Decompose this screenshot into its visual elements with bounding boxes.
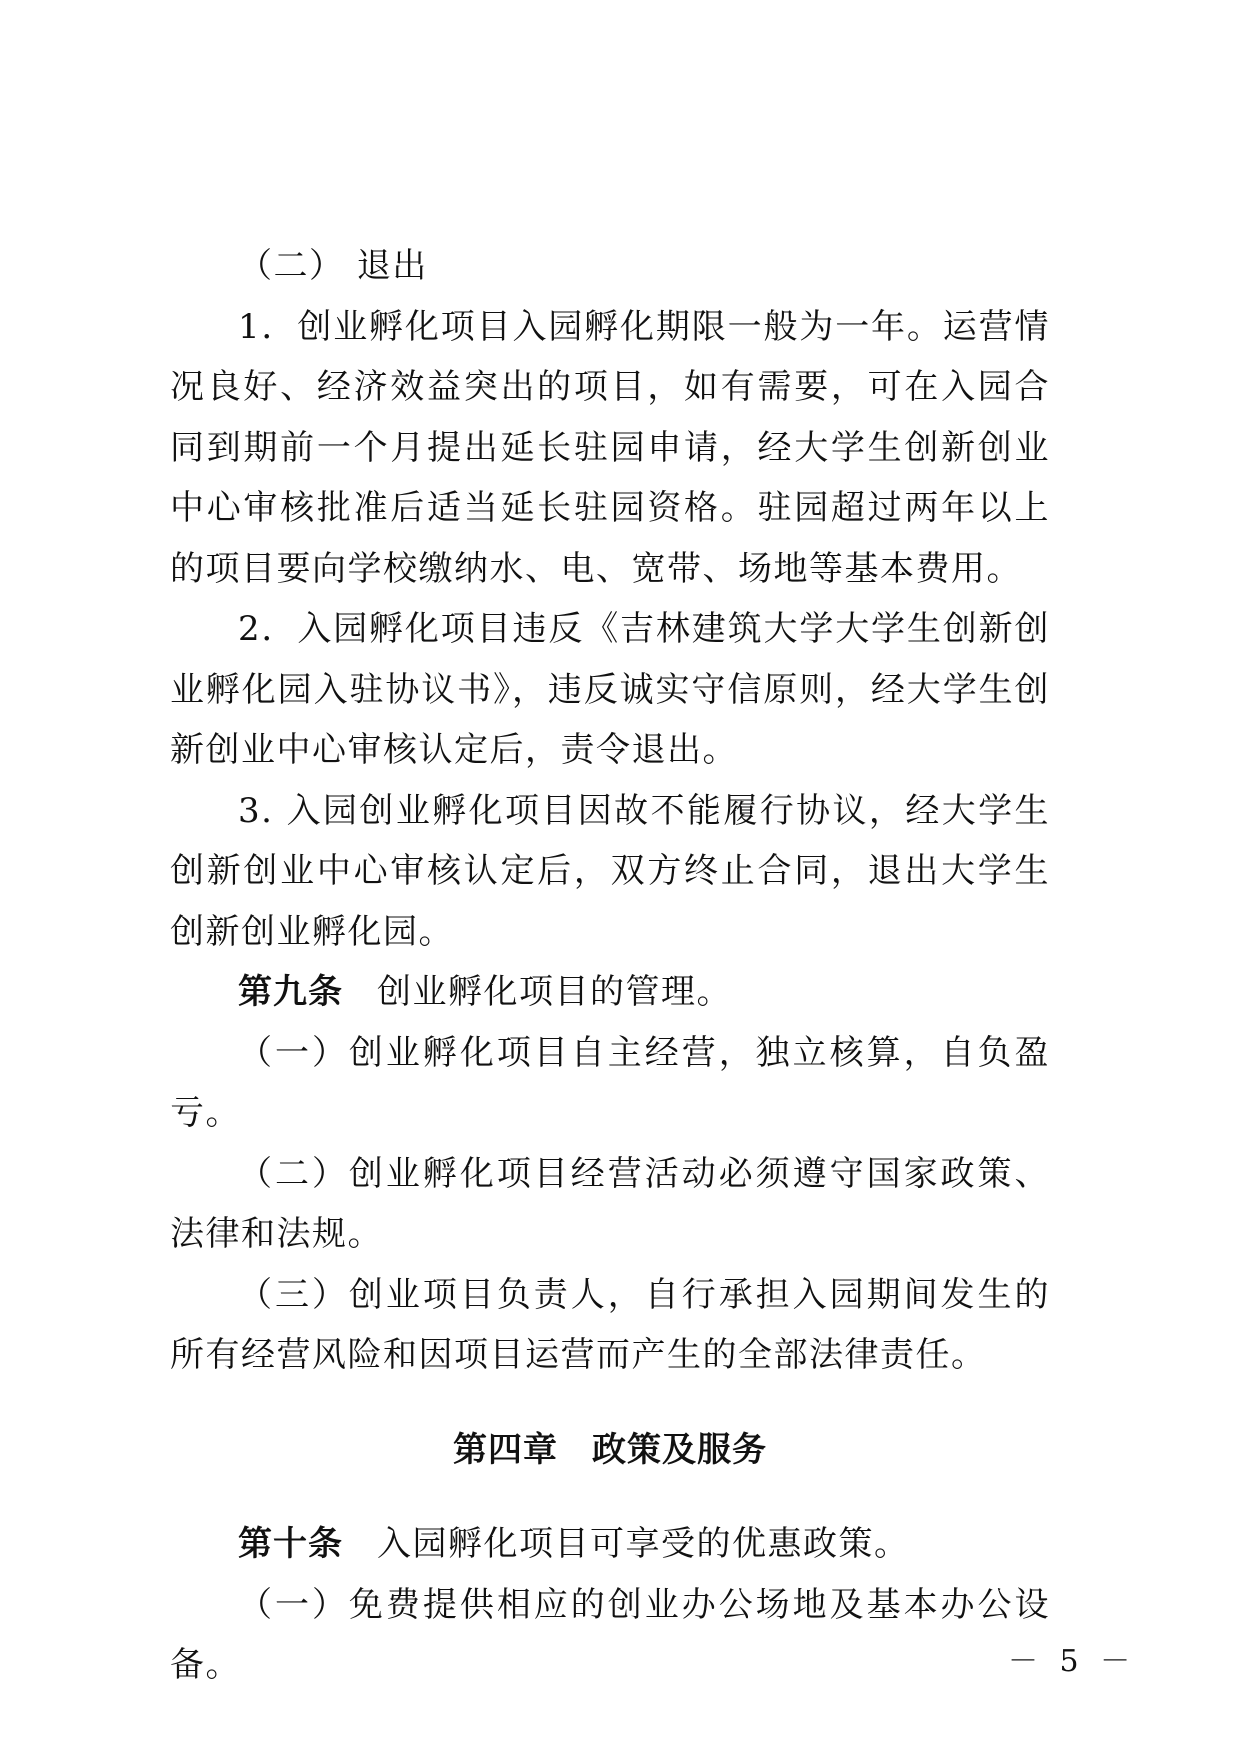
chapter-heading bbox=[170, 1420, 1050, 1481]
paragraph-item-3: 3. 入园创业孵化项目因故不能履行协议，经大学生创新创业中心审核认定后，双方终止合同，退出大学生创新创业孵化园。 bbox=[170, 790, 1050, 952]
paragraph-item-1: 1．创业孵化项目入园孵化期限一般为一年。运营情况良好、经济效益突出的项目，如有需要，可在入园合同到期前一个月提出延长驻园申请，经大学生创新创业中心审核批准后适当延长驻园资格。驻园超过两年以上的项目要向学校缴纳水、电、宽带、场地等基本费用。 bbox=[170, 306, 1050, 589]
page-number: － 5 － bbox=[1008, 1644, 1137, 1679]
management-item-3: （三）创业项目负责人，自行承担入园期间发生的所有经营风险和因项目运营而产生的全部法律责任。 bbox=[170, 1274, 1050, 1375]
paragraph-item-2: 2．入园孵化项目违反《吉林建筑大学大学生创新创业孵化园入驻协议书》，违反诚实守信原则，经大学生创新创业中心审核认定后，责令退出。 bbox=[170, 609, 1050, 770]
chapter-number: 第四章 bbox=[453, 1429, 558, 1470]
policy-item-1: （一）免费提供相应的创业办公场地及基本办公设备。 bbox=[170, 1584, 1050, 1685]
article-nine bbox=[170, 962, 1050, 1023]
chapter-title: 政策及服务 bbox=[592, 1429, 767, 1470]
article-nine-label: 第九条 bbox=[238, 972, 343, 1012]
document-body bbox=[170, 236, 1050, 1696]
article-ten-text: 入园孵化项目可享受的优惠政策。 bbox=[377, 1524, 910, 1564]
article-ten bbox=[170, 1514, 1050, 1575]
article-ten-label: 第十条 bbox=[238, 1524, 343, 1564]
article-nine-text: 创业孵化项目的管理。 bbox=[377, 972, 732, 1012]
section-heading-exit: （二） 退出 bbox=[238, 246, 428, 286]
management-item-1: （一）创业孵化项目自主经营，独立核算，自负盈亏。 bbox=[170, 1032, 1050, 1133]
management-item-2: （二）创业孵化项目经营活动必须遵守国家政策、法律和法规。 bbox=[170, 1153, 1050, 1254]
